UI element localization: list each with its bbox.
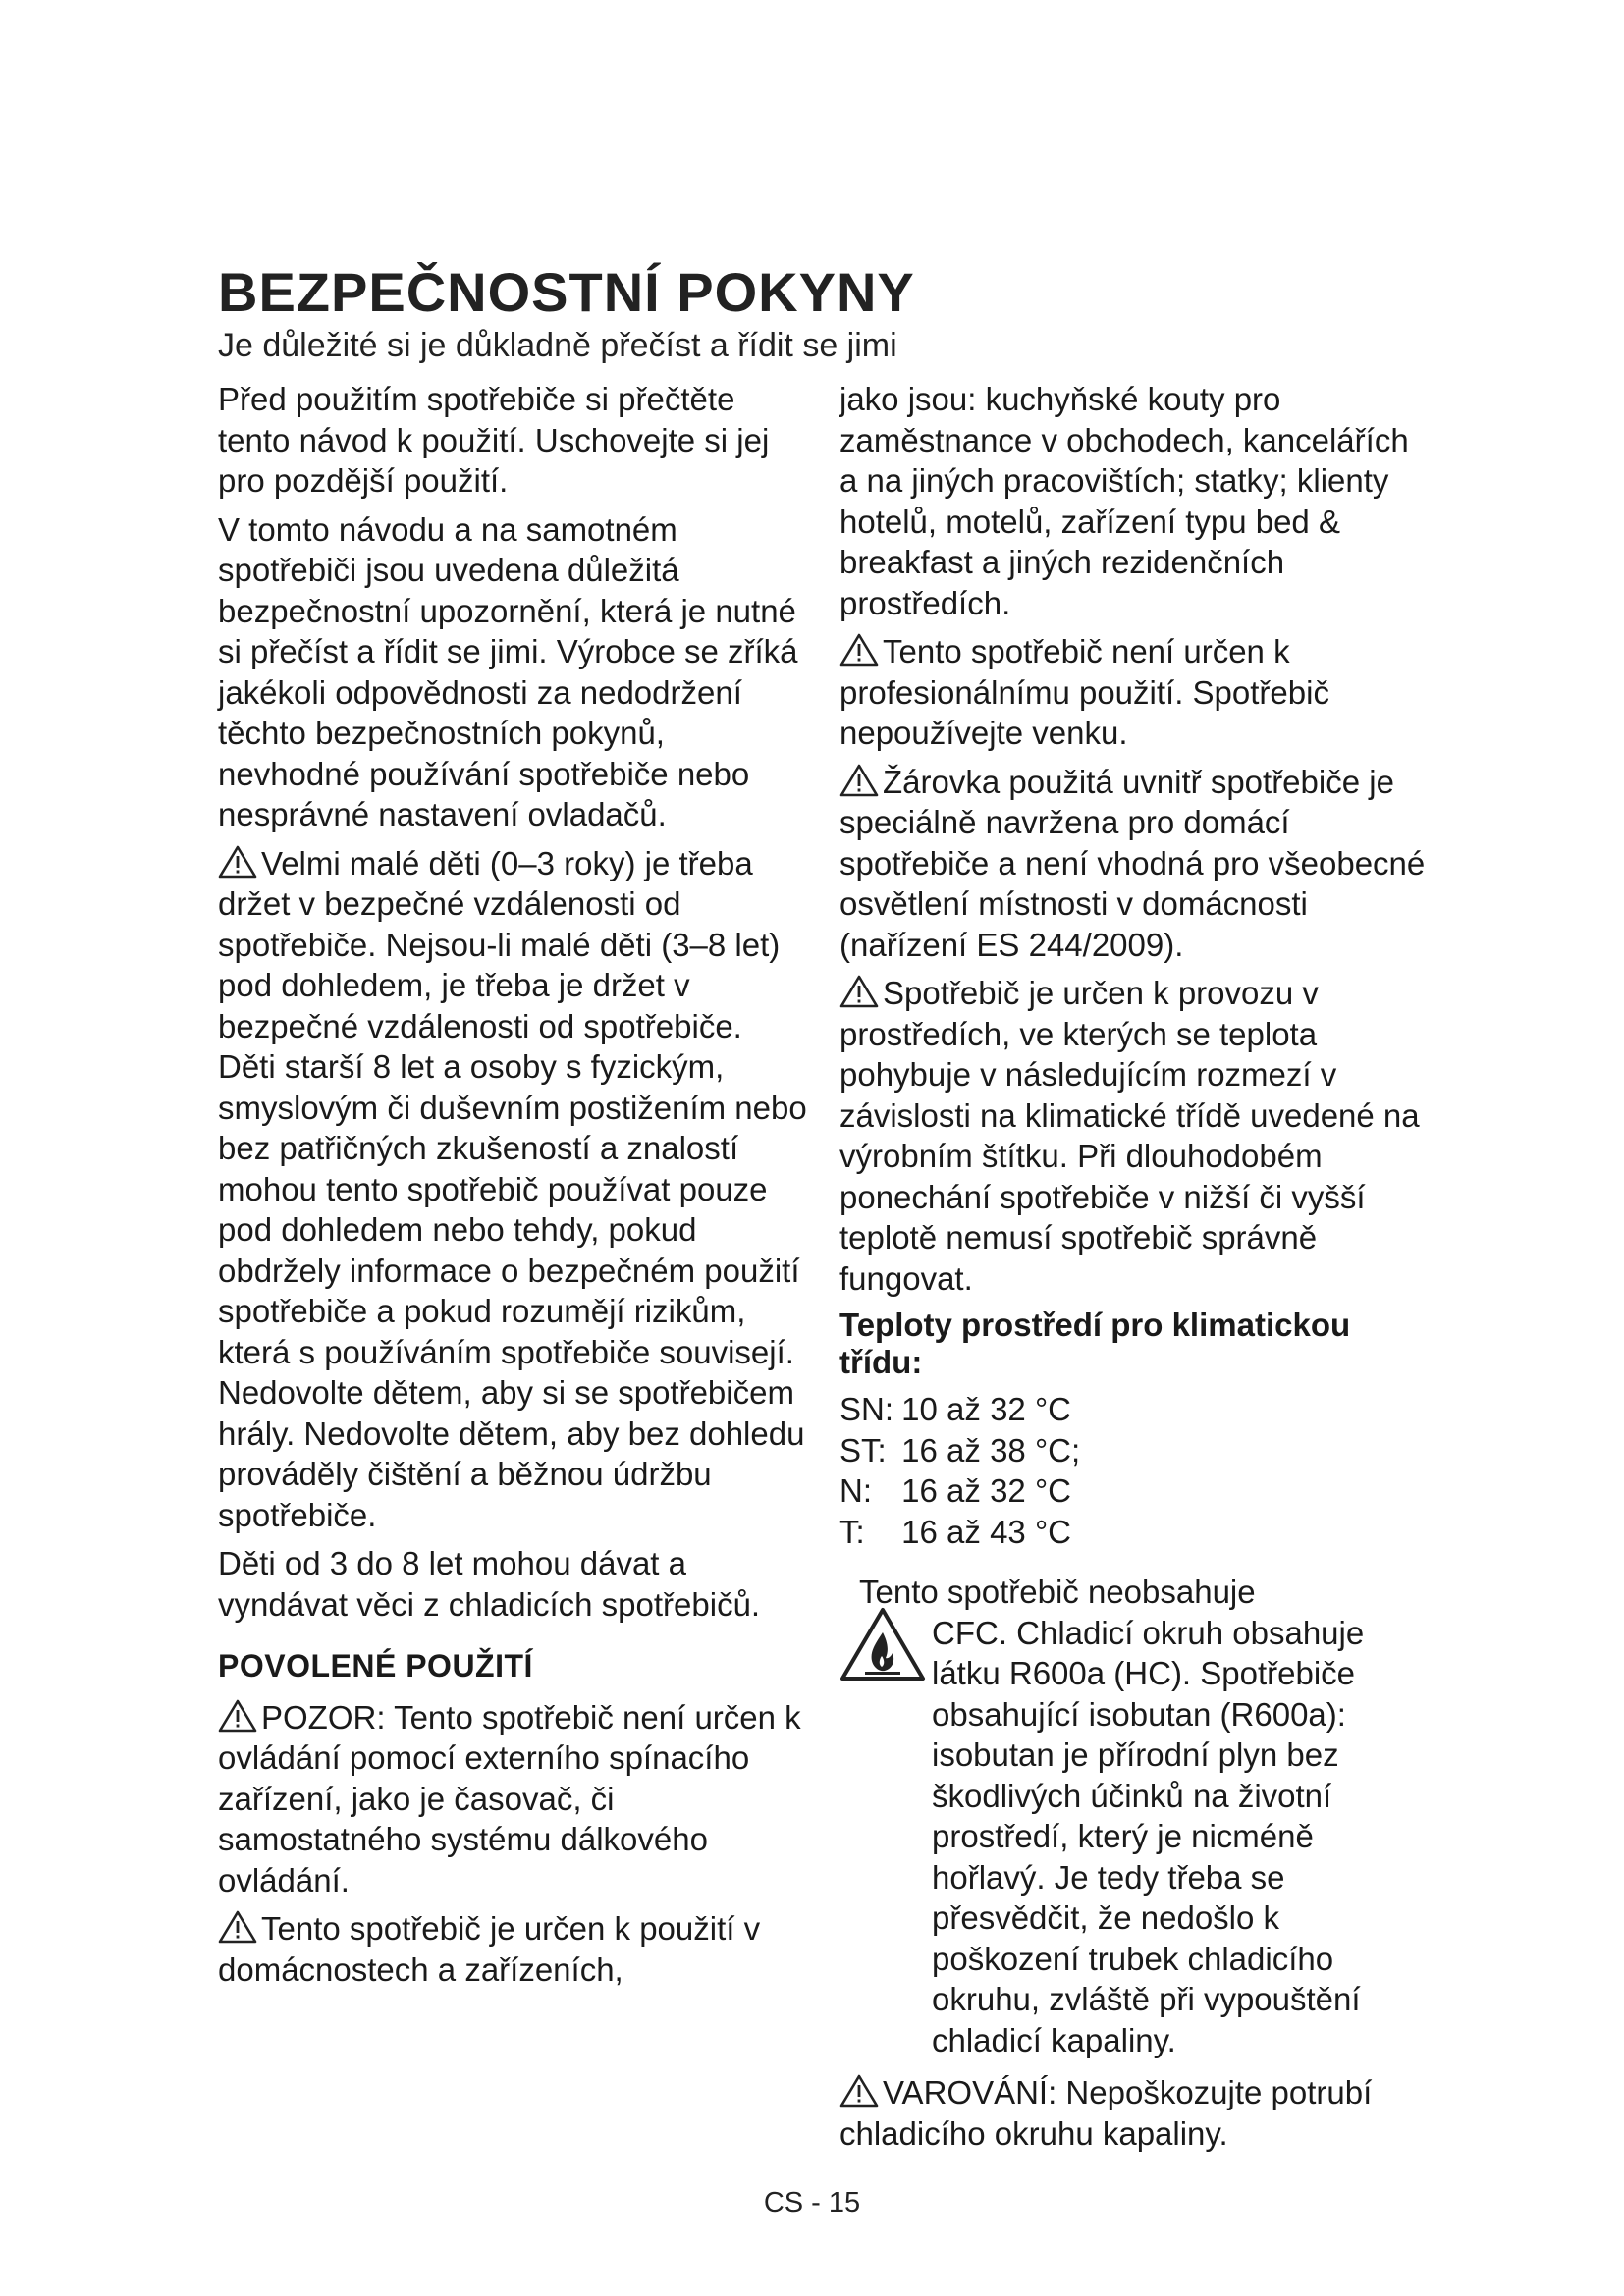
climate-class-code: N:	[839, 1472, 872, 1509]
climate-class-heading: Teploty prostředí pro klimatickou třídu:	[839, 1307, 1351, 1380]
flammable-warning-icon	[839, 1607, 926, 1682]
page-subtitle: Je důležité si je důkladně přečíst a řídit se jimi	[218, 327, 897, 364]
right-column	[839, 379, 1429, 2162]
climate-class-item	[839, 1430, 1429, 1471]
bulb-warning	[839, 762, 1429, 966]
household-use-continuation: jako jsou: kuchyňské kouty pro zaměstnance v obchodech, kancelářích a na jiných pracovištích; statky; klienty hotelů, motelů, zařízení typu bed & breakfast a jiných rezidenčních prostředích.	[839, 381, 1409, 621]
refrigerant-text: CFC. Chladicí okruh obsahuje látku R600a (HC). Spotřebiče obsahující isobutan (R600a): isobutan je přírodní plyn bez škodlivých účinků na životní prostředí, který je nicméně hořlavý. Je tedy třeba se přesvědčit, že nedošlo k poškození trubek chladicího okruhu, zvláště při vypouštění chladicí kapaliny.	[932, 1614, 1365, 2058]
climate-warning-text: Spotřebič je určen k provozu v prostředích, ve kterých se teplota pohybuje v následujícím rozmezí v závislosti na klimatické třídě uvedené na výrobním štítku. Při dlouhodobém ponechání spotřebiče v nižší či vyšší teplotě nemusí spotřebič správně fungovat.	[839, 975, 1420, 1297]
climate-class-code: ST:	[839, 1431, 887, 1468]
warning-triangle-icon	[218, 845, 257, 879]
climate-warning	[839, 973, 1429, 1299]
climate-class-item	[839, 1389, 1429, 1430]
pipe-warning	[839, 2072, 1429, 2154]
page-number: CS - 15	[763, 2187, 861, 2218]
climate-class-code: T:	[839, 1513, 865, 1550]
not-professional-text: Tento spotřebič není určen k profesionálnímu použití. Spotřebič nepoužívejte venku.	[839, 633, 1329, 751]
climate-class-item	[839, 1470, 1429, 1512]
caution-timer-text: POZOR: Tento spotřebič není určen k ovládání pomocí externího spínacího zařízení, jako je časovač, či samostatného systému dálkového ovládání.	[218, 1698, 801, 1898]
refrigerant-text-first-line: Tento spotřebič neobsahuje	[859, 1574, 1256, 1610]
household-use-warning	[218, 1908, 807, 1990]
page-title: BEZPEČNOSTNÍ POKYNY	[218, 261, 915, 323]
permitted-use-heading: POVOLENÉ POUŽITÍ	[218, 1648, 533, 1683]
climate-class-range: 16 až 38 °C;	[901, 1431, 1081, 1468]
warning-triangle-icon	[839, 633, 879, 667]
caution-timer-warning	[218, 1697, 807, 1901]
climate-class-range: 16 až 43 °C	[901, 1513, 1071, 1550]
warning-triangle-icon	[839, 975, 879, 1008]
warning-triangle-icon	[218, 1910, 257, 1944]
children-loading-note: Děti od 3 do 8 let mohou dávat a vyndávat věci z chladicích spotřebičů.	[218, 1545, 761, 1623]
climate-class-list	[839, 1389, 1429, 1552]
climate-class-code: SN:	[839, 1391, 894, 1427]
refrigerant-notice	[839, 1572, 1429, 2060]
climate-class-range: 16 až 32 °C	[901, 1472, 1071, 1509]
children-warning-text: Velmi malé děti (0–3 roky) je třeba držet v bezpečné vzdálenosti od spotřebiče. Nejsou-li malé děti (3–8 let) pod dohledem, je třeba je držet v bezpečné vzdálenosti od spotřebiče. Děti starší 8 let a osoby s fyzickým, smyslovým či duševním postižením nebo bez patřičných zkušeností a znalostí mohou tento spotřebič používat pouze pod dohledem nebo tehdy, pokud obdržely informace o bezpečném použití spotřebiče a pokud rozumějí rizikům, která s používáním spotřebiče souvisejí. Nedovolte dětem, aby si se spotřebičem hrály. Nedovolte dětem, aby bez dohledu prováděly čištění a běžnou údržbu spotřebiče.	[218, 844, 807, 1533]
climate-class-item	[839, 1512, 1429, 1553]
pipe-warning-text: VAROVÁNÍ: Nepoškozujte potrubí chladicího okruhu kapaliny.	[839, 2074, 1373, 2152]
children-warning	[218, 843, 807, 1536]
not-professional-warning	[839, 631, 1429, 754]
intro-paragraph: V tomto návodu a na samotném spotřebiči jsou uvedena důležitá bezpečnostní upozornění, která je nutné si přečíst a řídit se jimi. Výrobce se zříká jakékoli odpovědnosti za nedodržení těchto bezpečnostních pokynů, nevhodné používání spotřebiče nebo nesprávné nastavení ovladačů.	[218, 510, 798, 832]
warning-triangle-icon	[839, 2074, 879, 2108]
warning-triangle-icon	[839, 764, 879, 797]
warning-triangle-icon	[218, 1699, 257, 1733]
household-use-text: Tento spotřebič je určen k použití v domácnostech a zařízeních,	[218, 1910, 761, 1988]
bulb-warning-text: Žárovka použitá uvnitř spotřebiče je speciálně navržena pro domácí spotřebiče a není vhodná pro všeobecné osvětlení místnosti v domácnosti (nařízení ES 244/2009).	[839, 763, 1426, 963]
left-column	[218, 379, 807, 1998]
intro-paragraph: Před použitím spotřebiče si přečtěte tento návod k použití. Uschovejte si jej pro pozdější použití.	[218, 381, 770, 499]
climate-class-range: 10 až 32 °C	[901, 1391, 1071, 1427]
